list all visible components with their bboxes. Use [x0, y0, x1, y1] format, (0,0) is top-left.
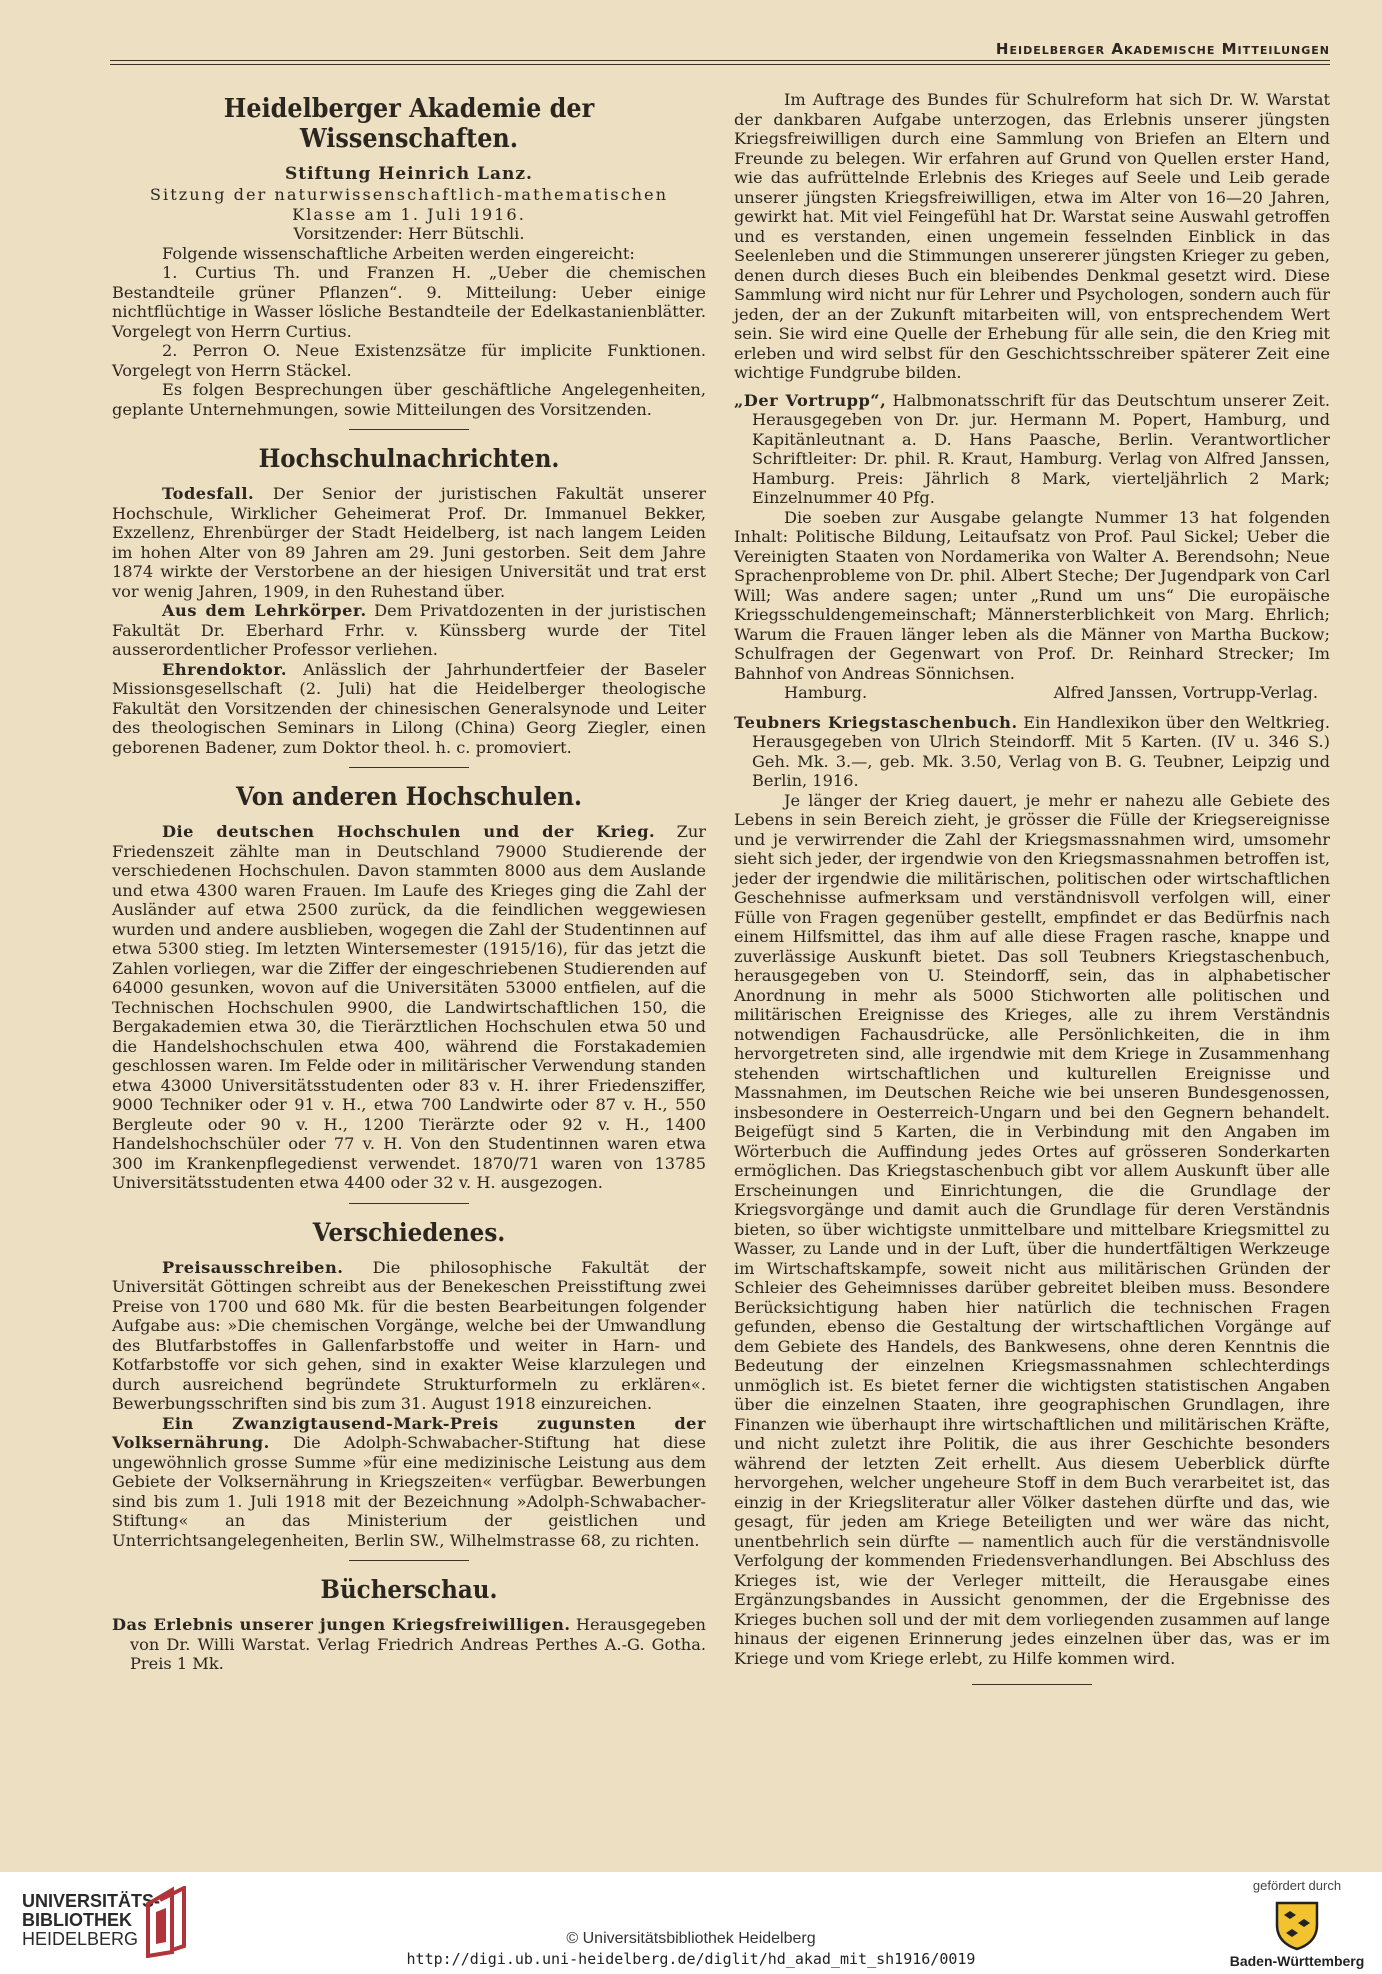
library-name-line3: HEIDELBERG: [22, 1929, 139, 1949]
library-name-line2: BIBLIOTHEK: [22, 1910, 132, 1930]
teubner-runin: Teubners Kriegstaschenbuch.: [734, 712, 1018, 732]
signature-place: Hamburg.: [784, 683, 868, 702]
running-head: Heidelberger Akademische Mitteilungen: [995, 40, 1330, 58]
krieg-paragraph: [112, 822, 706, 1193]
vortrupp-signature: [734, 683, 1330, 703]
paper-item-1: 1. Curtius Th. und Franzen H. „Ueber die chemischen Bestandteile grüner Pflanzen“. 9. Mitteilung: Ueber einige nichtflüchtige in Wasser lösliche Bestandteile der Edelkastanienblätter. Vorgelegt von Herrn Curtius.: [112, 263, 706, 341]
header-rule: [110, 60, 1330, 61]
verschiedenes-heading: Verschiedenes.: [312, 1217, 506, 1247]
todesfall-runin: Todesfall.: [162, 484, 255, 503]
permalink[interactable]: http://digi.ub.uni-heidelberg.de/diglit/hd_akad_mit_sh1916/0019: [406, 1950, 976, 1968]
section-divider: [349, 429, 469, 430]
section-divider: [349, 1560, 469, 1561]
zwanzig-paragraph: [112, 1414, 706, 1551]
sponsor-block: [1222, 1878, 1372, 1969]
digitization-footer: [0, 1872, 1382, 1974]
auftrag-paragraph: Im Auftrage des Bundes für Schulreform hat sich Dr. W. Warstat der dankbaren Aufgabe unterzogen, das Erlebnis unserer jüngsten Kriegsfreiwilligen durch eine Sammlung von Briefen an Eltern und Freunde zu belegen. Wir erfahren auf Grund von Quellen erster Hand, wie das aufrüttelnde Erlebnis des Krieges auf Seele und Leib gerade unserer jüngsten Kriegsfreiwilligen, etwa im Alter von 16—20 Jahren, gewirkt hat. Mit viel Feingefühl hat Dr. Warstat seine Auswahl getroffen und es verstanden, einen ungemein fesselnden Einblick in das Seelenleben und die Stimmungen unsererer jüngsten Krieger zu geben, denen durch dieses Buch ein bleibendes Denkmal gesetzt wird. Diese Sammlung wird nicht nur für Lehrer und Psychologen, sondern auch für jeden, der an der Zukunft mitarbeiten will, von entsprechendem Wert sein. Sie wird eine Quelle der Erhebung für alle sein, die den Krieg mit erleben und wird selbst für den Geschichtsschreiber späterer Zeit eine wichtige Fundgrube bilden.: [734, 90, 1330, 382]
header-rule-thin: [110, 64, 1330, 65]
sponsor-label: gefördert durch: [1252, 1878, 1342, 1893]
vortrupp-entry: [734, 391, 1330, 508]
lehrkoerper-runin: Aus dem Lehrkörper.: [162, 601, 367, 620]
section-divider: [349, 767, 469, 768]
preis-runin: Preisausschreiben.: [162, 1257, 344, 1277]
laenger-paragraph: Je länger der Krieg dauert, je mehr er nahezu alle Gebiete des Lebens in sein Bereich zieht, je grösser die Fülle der Kriegsereignisse und je verwirrender die Zahl der Kriegsmassnahmen wird, umsomehr sieht sich jeder, der irgendwie von den Kriegsmassnahmen betroffen ist, jeder der irgendwie die militärischen, politischen oder wirtschaftlichen Geschehnisse aufmerksam und verständnisvoll verfolgen will, einer Fülle von Fragen gegenüber gestellt, empfindet er das Bedürfnis nach einem Hilfsmittel, das ihm auf alle diese Fragen rasche, knappe und zuverlässige Auskunft bietet. Das soll Teubners Kriegstaschenbuch, herausgegeben von U. Steindorff, sein, das in alphabetischer Anordnung in mehr als 5000 Stichworten alle politischen und militärischen Ereignisse des Krieges, alle zu ihrem Verständnis notwendigen Fachausdrücke, alle Persönlichkeiten, die in ihm hervorgetreten sind, alle irgendwie mit dem Kriege in Zusammenhang stehenden wirtschaftlichen und kulturellen Ereignisse und Massnahmen, im Deutschen Reiche wie bei unseren Bundesgenossen, insbesondere in Oesterreich-Ungarn und bei den Gegnern behandelt. Beigefügt sind 5 Karten, die in Verbindung mit den Angaben im Wörterbuch die Auffindung jedes Ortes auf grösseren Sonderkarten ermöglichen. Das Kriegstaschenbuch gibt vor allem Auskunft über alle Erscheinungen und Einrichtungen, die die Grundlage der Kriegsvorgänge und damit auch die Grundlage für deren Verständnis bieten, so über wichtigste unmittelbare und mittelbare Kriegsmittel zu Wasser, zu Lande und in der Luft, über die hundertfältigen Werkzeuge im Wirtschaftskampfe, soweit nicht aus militärischen Gründen der Schleier des Geheimnisses darüber gebreitet bleiben muss. Besondere Berücksichtigung haben hier natürlich die technischen Fragen gefunden, ebenso die Gestaltung der wirtschaftlichen Vorgänge auf dem Gebiete des Handels, des Bankwesens, ohne deren Kenntnis die Bedeutung der einzelnen Kriegsmassnahmen schlechterdings unmöglich ist. Es bietet ferner die wichtigsten statistischen Angaben über die einzelnen Staaten, ihre geographischen Grundlagen, ihre Finanzen wie überhaupt ihre wirtschaftlichen und militärischen Kräfte, und nicht zuletzt ihre Politik, die aus ihrer Geschichte besonders während der letzten Zeit erhellt. Aus diesem Ueberblick dürfte hervorgehen, welcher ungeheure Stoff in dem Buch verarbeitet ist, das einzig in der Kriegsliteratur aller Völker dastehen dürfte und das, wie gesagt, für jeden am Kriege Beteiligten und wer wäre das nicht, unentbehrlich sein dürfte — namentlich auch für die verständnisvolle Verfolgung der kommenden Friedensverhandlungen. Bei Abschluss des Krieges ist, wie der Verleger mitteilt, die Herausgabe eines Ergänzungsbandes in Aussicht genommen, der die Ergebnisse des Krieges buchen soll und der mit dem vorliegenden zusammen auf lange hinaus der eigenen Erinnerung jedes einzelnen über das, was er im Kriege und vom Kriege erlebt, zu Hilfe kommen wird.: [734, 790, 1330, 1668]
left-column: [112, 90, 706, 1674]
teubner-text: Ein Handlexikon über den Weltkrieg. Herausgegeben von Ulrich Steindorff. Mit 5 Karten. (IV u. 346 S.) Geh. Mk. 3.—, geb. Mk. 3.50, Verlag von B. G. Teubner, Leipzig und Berlin, 1916.: [752, 712, 1331, 790]
akademie-heading: Heidelberger Akademie der Wissenschaften.: [223, 94, 595, 154]
krieg-runin: Die deutschen Hochschulen und der Krieg.: [162, 822, 656, 841]
buecherschau-heading: Bücherschau.: [320, 1575, 498, 1604]
right-column: [734, 90, 1330, 1689]
end-divider: [972, 1684, 1092, 1685]
vortrupp-text: Halbmonatsschrift für das Deutschtum unserer Zeit. Herausgegeben von Dr. jur. Hermann M. Popert, Hamburg, und Kapitänleutnant a. D. Hans Paasche, Berlin. Verantwortlicher Schriftleiter: Dr. phil. R. Kraut, Hamburg. Verlag von Alfred Janssen, Hamburg. Preis: Jährlich 8 Mark, vierteljährlich 2 Mark; Einzelnummer 40 Pfg.: [752, 390, 1330, 507]
ehrendoktor-paragraph: [112, 660, 706, 758]
teubner-entry: [734, 713, 1330, 791]
ehrendoktor-text: Anlässlich der Jahrhundertfeier der Baseler Missionsgesellschaft (2. Juli) hat die Heidelberger theologische Fakultät den Vorsitzenden der chinesischen Generalsynode und Leiter des theologischen Seminars in Lilong (China) Georg Ziegler, einen geborenen Badener, zum Doktor theol. h. c. promoviert.: [112, 659, 706, 757]
section-divider: [349, 1203, 469, 1204]
krieg-text: Zur Friedenszeit zählte man in Deutschland 79000 Studierende der verschiedenen Hochschulen. Davon stammten 8000 aus dem Auslande und etwa 4300 waren Frauen. Im Laufe des Krieges ging die Zahl der Ausländer auf etwa 2500 zurück, da die feindlichen weggewiesen wurden und andere ausblieben, wogegen die Zahl der Studentinnen auf etwa 5300 stieg. Im letzten Wintersemester (1915/16), für das jetzt die Zahlen vorliegen, war die Ziffer der eingeschriebenen Studierenden auf 64000 gesunken, wovon auf die Universitäten 53000 entfielen, auf die Technischen Hochschulen 9900, die Landwirtschaftlichen 150, die Bergakademien etwa 30, die Tierärztlichen Hochschulen etwa 50 und die Handelshochschulen etwa 400, während die Forstakademien geschlossen waren. Im Felde oder in militärischer Verwendung standen etwa 43000 Universitätsstudenten oder 83 v. H. ihrer Friedensziffer, 9000 Techniker oder 91 v. H., etwa 700 Landwirte oder 87 v. H., 550 Bergleute oder 90 v. H., 1200 Tierärzte oder 92 v. H., 1400 Handelshochschüler oder 77 v. H. Von den Studentinnen waren etwa 300 im Krankenpflegedienst verwendet. 1870/71 waren von 13785 Universitätsstudenten etwa 4400 oder 32 v. H. ausgezogen.: [112, 822, 707, 1192]
preis-text: Die philosophische Fakultät der Universität Göttingen schreibt aus der Benekeschen Preisstiftung zwei Preise von 1700 und 680 Mk. für die besten Bearbeitungen folgender Aufgabe aus: »Die chemischen Vorgänge, welche bei der Umwandlung des Blutfarbstoffes in Gallenfarbstoffe und weiter in Harn- und Kotfarbstoffe vor sich gehen, sind in exakter Weise klarzulegen und durch ausreichend begründete Strukturformeln zu erklären«. Bewerbungsschriften sind bis zum 31. August 1918 einzureichen.: [112, 1257, 706, 1413]
erlebnis-text: Herausgegeben von Dr. Willi Warstat. Verlag Friedrich Andreas Perthes A.-G. Gotha. Preis 1 Mk.: [130, 1615, 706, 1673]
library-name-line1: UNIVERSITÄTS-: [22, 1891, 161, 1911]
zwanzig-runin: Ein Zwanzigtausend-Mark-Preis zugunsten der Volksernährung.: [112, 1413, 706, 1452]
besprechungen-paragraph: Es folgen Besprechungen über geschäftliche Angelegenheiten, geplante Unternehmungen, sowie Mitteilungen des Vorsitzenden.: [112, 380, 706, 419]
folgende-line: Folgende wissenschaftliche Arbeiten werden eingereicht:: [162, 243, 635, 263]
erlebnis-runin: Das Erlebnis unserer jungen Kriegsfreiwilligen.: [112, 1615, 571, 1634]
copyright-notice: © Universitätsbibliothek Heidelberg: [566, 1930, 816, 1947]
akademie-subheading: Stiftung Heinrich Lanz.: [285, 164, 533, 184]
anderen-hochschulen-heading: Von anderen Hochschulen.: [236, 782, 582, 811]
todesfall-paragraph: [112, 484, 706, 601]
signature-publisher: Alfred Janssen, Vortrupp-Verlag.: [1053, 683, 1318, 702]
lehrkoerper-paragraph: [112, 601, 706, 660]
preis-paragraph: [112, 1258, 706, 1414]
zwanzig-text: Die Adolph-Schwabacher-Stiftung hat diese ungewöhnlich grosse Summe »für eine medizinische Leistung aus dem Gebiete der Volksernährung in Kriegszeiten« verfügbar. Bewerbungen sind bis zum 1. Juli 1918 mit der Bezeichnung »Adolph-Schwabacher-Stiftung« an das Ministerium der geistlichen und Unterrichtsangelegenheiten, Berlin SW., Wilhelmstrasse 68, zu richten.: [112, 1433, 706, 1550]
sponsor-name: Baden-Württemberg: [1229, 1953, 1365, 1969]
nummer-paragraph: Die soeben zur Ausgabe gelangte Nummer 13 hat folgenden Inhalt: Politische Bildung, Leitaufsatz von Prof. Paul Sickel; Ueber die Vereinigten Staaten von Nordamerika von Walter A. Berendsohn; Neue Sprachenprobleme von Dr. phil. Albert Steche; Der Jugendpark von Carl Will; Was andere sagen; unter „Rund um uns“ Die europäische Kriegsschuldengemeinschaft; Männersterblichkeit von Marg. Ehrlich; Warum die Frauen länger leben als die Männer von Martha Buckow; Schulfragen der Gegenwart von Prof. Dr. Reinhard Strecker; Im Bahnhof von Andreas Sönnichsen.: [734, 507, 1330, 683]
todesfall-text: Der Senior der juristischen Fakultät unserer Hochschule, Wirklicher Geheimerat Prof. Dr. Immanuel Bekker, Exzellenz, Ehrenbürger der Stadt Heidelberg, ist nach langem Leiden im hohen Alter von 89 Jahren am 29. Juni gestorben. Seit dem Jahre 1874 wirkte der Verstorbene an der hiesigen Universität und trat erst vor wenig Jahren, 1909, in den Ruhestand über.: [112, 484, 706, 601]
erlebnis-entry: [112, 1615, 706, 1674]
hochschulnachrichten-heading: Hochschulnachrichten.: [258, 444, 560, 473]
vorsitz-line: Vorsitzender: Herr Bütschli.: [293, 224, 525, 243]
coat-of-arms-icon: [1274, 1899, 1320, 1951]
sitzung-date: Klasse am 1. Juli 1916.: [292, 204, 526, 224]
ehrendoktor-runin: Ehrendoktor.: [162, 659, 287, 679]
sitzung-line: Sitzung der naturwissenschaftlich-mathematischen: [149, 185, 669, 204]
lehrkoerper-text: Dem Privatdozenten in der juristischen Fakultät Dr. Eberhard Frhr. v. Künssberg wurde der Titel ausserordentlicher Professor verliehen.: [112, 601, 706, 659]
paper-item-2: 2. Perron O. Neue Existenzsätze für implicite Funktionen. Vorgelegt von Herrn Stäckel.: [112, 341, 706, 380]
vortrupp-runin: „Der Vortrupp“,: [734, 390, 887, 410]
